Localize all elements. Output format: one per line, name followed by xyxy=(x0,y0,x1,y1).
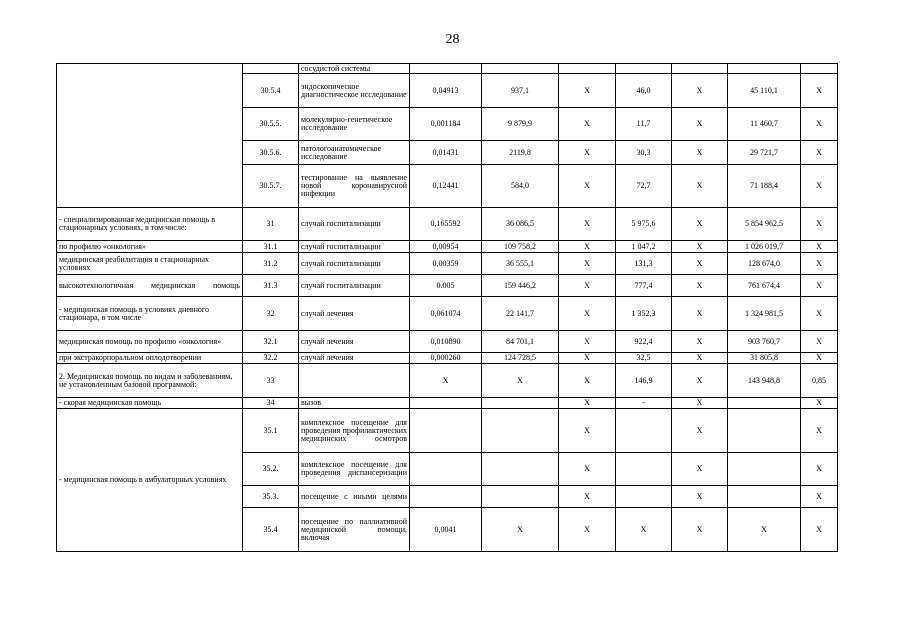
value-cell: - xyxy=(616,398,672,409)
value-cell: X xyxy=(801,275,838,297)
value-cell xyxy=(482,486,559,508)
row-number-cell: 35.4 xyxy=(243,508,299,552)
value-cell: X xyxy=(672,165,728,208)
value-cell: X xyxy=(559,108,616,141)
value-cell: X xyxy=(559,364,616,398)
value-cell xyxy=(728,64,801,74)
row-number-cell: 30.5.4 xyxy=(243,74,299,108)
table-row xyxy=(57,253,838,275)
table-row xyxy=(57,208,838,241)
table-row xyxy=(57,398,838,409)
value-cell: 131,3 xyxy=(616,253,672,275)
value-cell: X xyxy=(801,331,838,353)
value-cell: 11,7 xyxy=(616,108,672,141)
unit-cell: эндоскопическое диагностическое исследование xyxy=(299,74,410,108)
value-cell: X xyxy=(672,508,728,552)
row-number-cell xyxy=(243,64,299,74)
value-cell: 0,061074 xyxy=(410,297,482,331)
value-cell: X xyxy=(801,409,838,453)
care-type-cell: - скорая медицинская помощь xyxy=(57,398,243,409)
row-number-cell: 31 xyxy=(243,208,299,241)
value-cell: 128 674,0 xyxy=(728,253,801,275)
row-number-cell: 32.2 xyxy=(243,353,299,364)
value-cell: 143 948,8 xyxy=(728,364,801,398)
value-cell xyxy=(728,453,801,486)
unit-cell: случай госпитализации xyxy=(299,275,410,297)
value-cell xyxy=(410,64,482,74)
unit-cell: посещение с иными целями xyxy=(299,486,410,508)
unit-cell: патологоанатомическое исследование xyxy=(299,141,410,165)
value-cell: X xyxy=(672,364,728,398)
value-cell: X xyxy=(801,165,838,208)
table-row xyxy=(57,275,838,297)
value-cell: 124 728,5 xyxy=(482,353,559,364)
value-cell: 29 721,7 xyxy=(728,141,801,165)
unit-cell: случай лечения xyxy=(299,331,410,353)
value-cell: X xyxy=(801,486,838,508)
value-cell: X xyxy=(410,364,482,398)
care-type-cell: медицинская помощь по профилю «онкология» xyxy=(57,331,243,353)
value-cell: 2119,8 xyxy=(482,141,559,165)
value-cell: X xyxy=(559,241,616,253)
value-cell xyxy=(410,409,482,453)
unit-cell: случай госпитализации xyxy=(299,208,410,241)
value-cell: X xyxy=(559,275,616,297)
value-cell: X xyxy=(672,275,728,297)
value-cell: 777,4 xyxy=(616,275,672,297)
row-number-cell: 32.1 xyxy=(243,331,299,353)
value-cell xyxy=(410,486,482,508)
value-cell: X xyxy=(559,74,616,108)
table-row xyxy=(57,331,838,353)
table-row xyxy=(57,409,838,453)
value-cell: X xyxy=(672,241,728,253)
value-cell: 1 026 019,7 xyxy=(728,241,801,253)
unit-cell: комплексное посещение для проведения диспансеризации xyxy=(299,453,410,486)
value-cell: 109 758,2 xyxy=(482,241,559,253)
value-cell: 9 879,9 xyxy=(482,108,559,141)
value-cell: X xyxy=(559,508,616,552)
value-cell: X xyxy=(559,398,616,409)
value-cell: 1 352,3 xyxy=(616,297,672,331)
value-cell: 146,9 xyxy=(616,364,672,398)
table-row xyxy=(57,241,838,253)
unit-cell: молекулярно-генетическое исследование xyxy=(299,108,410,141)
value-cell: 72,7 xyxy=(616,165,672,208)
value-cell: X xyxy=(672,486,728,508)
value-cell: X xyxy=(672,74,728,108)
value-cell: 5 975,6 xyxy=(616,208,672,241)
value-cell: 0,00359 xyxy=(410,253,482,275)
value-cell xyxy=(410,453,482,486)
value-cell xyxy=(728,398,801,409)
care-type-cell: - специализированная медицинская помощь в стационарных условиях, в том числе: xyxy=(57,208,243,241)
value-cell: X xyxy=(482,364,559,398)
value-cell xyxy=(616,64,672,74)
value-cell: 11 460,7 xyxy=(728,108,801,141)
row-number-cell: 32 xyxy=(243,297,299,331)
value-cell: 761 674,4 xyxy=(728,275,801,297)
row-number-cell: 30.5.7. xyxy=(243,165,299,208)
value-cell xyxy=(559,64,616,74)
value-cell: X xyxy=(801,241,838,253)
row-number-cell: 35.2. xyxy=(243,453,299,486)
value-cell: X xyxy=(672,409,728,453)
row-number-cell: 31.1 xyxy=(243,241,299,253)
value-cell xyxy=(482,453,559,486)
value-cell: X xyxy=(559,141,616,165)
row-number-cell: 35.1 xyxy=(243,409,299,453)
row-number-cell: 31.3 xyxy=(243,275,299,297)
value-cell: X xyxy=(559,409,616,453)
value-cell: X xyxy=(801,141,838,165)
value-cell: X xyxy=(672,297,728,331)
row-number-cell: 30.5.6. xyxy=(243,141,299,165)
value-cell: X xyxy=(559,208,616,241)
unit-cell: случай госпитализации xyxy=(299,241,410,253)
value-cell: 0,000260 xyxy=(410,353,482,364)
page-number: 28 xyxy=(445,32,460,47)
value-cell xyxy=(728,409,801,453)
value-cell: X xyxy=(801,508,838,552)
value-cell: 71 188,4 xyxy=(728,165,801,208)
value-cell: X xyxy=(559,486,616,508)
value-cell: X xyxy=(672,353,728,364)
value-cell: 30,3 xyxy=(616,141,672,165)
value-cell: 5 854 962,5 xyxy=(728,208,801,241)
value-cell: 31 805,8 xyxy=(728,353,801,364)
value-cell: X xyxy=(672,108,728,141)
value-cell: X xyxy=(801,253,838,275)
value-cell xyxy=(410,398,482,409)
value-cell: 0,001184 xyxy=(410,108,482,141)
table-row xyxy=(57,297,838,331)
value-cell: 0,165592 xyxy=(410,208,482,241)
value-cell: X xyxy=(672,398,728,409)
value-cell: X xyxy=(559,253,616,275)
value-cell: 0,12441 xyxy=(410,165,482,208)
value-cell: 0,85 xyxy=(801,364,838,398)
care-type-cell: по профилю «онкология» xyxy=(57,241,243,253)
value-cell: X xyxy=(559,165,616,208)
unit-cell: случай лечения xyxy=(299,353,410,364)
value-cell: X xyxy=(672,331,728,353)
section-name-cell xyxy=(57,64,243,208)
value-cell: 32,5 xyxy=(616,353,672,364)
value-cell: 903 760,7 xyxy=(728,331,801,353)
value-cell: X xyxy=(801,108,838,141)
unit-cell: случай госпитализации xyxy=(299,253,410,275)
value-cell xyxy=(616,453,672,486)
value-cell: 84 701,1 xyxy=(482,331,559,353)
table-row xyxy=(57,353,838,364)
row-number-cell: 31.2 xyxy=(243,253,299,275)
value-cell: X xyxy=(672,208,728,241)
value-cell: X xyxy=(801,74,838,108)
value-cell: 36 555,1 xyxy=(482,253,559,275)
value-cell: 922,4 xyxy=(616,331,672,353)
care-type-cell: при экстракорпоральном оплодотворении xyxy=(57,353,243,364)
unit-cell: случай лечения xyxy=(299,297,410,331)
value-cell: 22 141,7 xyxy=(482,297,559,331)
row-number-cell: 34 xyxy=(243,398,299,409)
value-cell: X xyxy=(801,208,838,241)
value-cell: X xyxy=(672,453,728,486)
unit-cell: вызов xyxy=(299,398,410,409)
value-cell: 0,0041 xyxy=(410,508,482,552)
value-cell xyxy=(672,64,728,74)
value-cell: X xyxy=(672,141,728,165)
value-cell xyxy=(728,486,801,508)
value-cell: X xyxy=(801,297,838,331)
care-type-cell: 2. Медицинская помощь по видам и заболеваниям, не установленным базовой программой: xyxy=(57,364,243,398)
row-number-cell: 30.5.5. xyxy=(243,108,299,141)
value-cell: 0,010890 xyxy=(410,331,482,353)
value-cell: 0.005 xyxy=(410,275,482,297)
value-cell: X xyxy=(801,453,838,486)
care-type-cell: - медицинская помощь в амбулаторных условиях xyxy=(57,409,243,552)
value-cell: 159 446,2 xyxy=(482,275,559,297)
value-cell: X xyxy=(559,331,616,353)
value-cell: 36 086,5 xyxy=(482,208,559,241)
value-cell: X xyxy=(801,398,838,409)
value-cell: 0,04913 xyxy=(410,74,482,108)
value-cell: 584,0 xyxy=(482,165,559,208)
unit-cell: посещение по паллиативной медицинской помощи, включая xyxy=(299,508,410,552)
table-row xyxy=(57,64,838,74)
value-cell: X xyxy=(559,297,616,331)
value-cell: 1 324 981,5 xyxy=(728,297,801,331)
value-cell: 46,0 xyxy=(616,74,672,108)
value-cell: X xyxy=(728,508,801,552)
unit-cell xyxy=(299,364,410,398)
value-cell xyxy=(616,409,672,453)
value-cell: X xyxy=(616,508,672,552)
value-cell: X xyxy=(559,353,616,364)
care-type-cell: медицинская реабилитация в стационарных условиях xyxy=(57,253,243,275)
value-cell xyxy=(482,64,559,74)
care-type-cell: высокотехнологичная медицинская помощь xyxy=(57,275,243,297)
unit-cell: тестирование на выявление новой коронавирусной инфекции xyxy=(299,165,410,208)
value-cell: X xyxy=(672,253,728,275)
tariff-table xyxy=(56,63,838,552)
value-cell: X xyxy=(559,453,616,486)
value-cell: 45 110,1 xyxy=(728,74,801,108)
value-cell xyxy=(616,486,672,508)
value-cell xyxy=(801,64,838,74)
value-cell: 937,1 xyxy=(482,74,559,108)
row-number-cell: 33 xyxy=(243,364,299,398)
row-number-cell: 35.3. xyxy=(243,486,299,508)
value-cell: X xyxy=(482,508,559,552)
unit-cell: сосудистой системы xyxy=(299,64,410,74)
unit-cell: комплексное посещение для проведения профилактических медицинских осмотров xyxy=(299,409,410,453)
value-cell: 0,01431 xyxy=(410,141,482,165)
value-cell: 1 047,2 xyxy=(616,241,672,253)
value-cell xyxy=(482,409,559,453)
care-type-cell: - медицинская помощь в условиях дневного стационара, в том числе xyxy=(57,297,243,331)
table-row xyxy=(57,364,838,398)
value-cell xyxy=(482,398,559,409)
value-cell: X xyxy=(801,353,838,364)
value-cell: 0,00954 xyxy=(410,241,482,253)
